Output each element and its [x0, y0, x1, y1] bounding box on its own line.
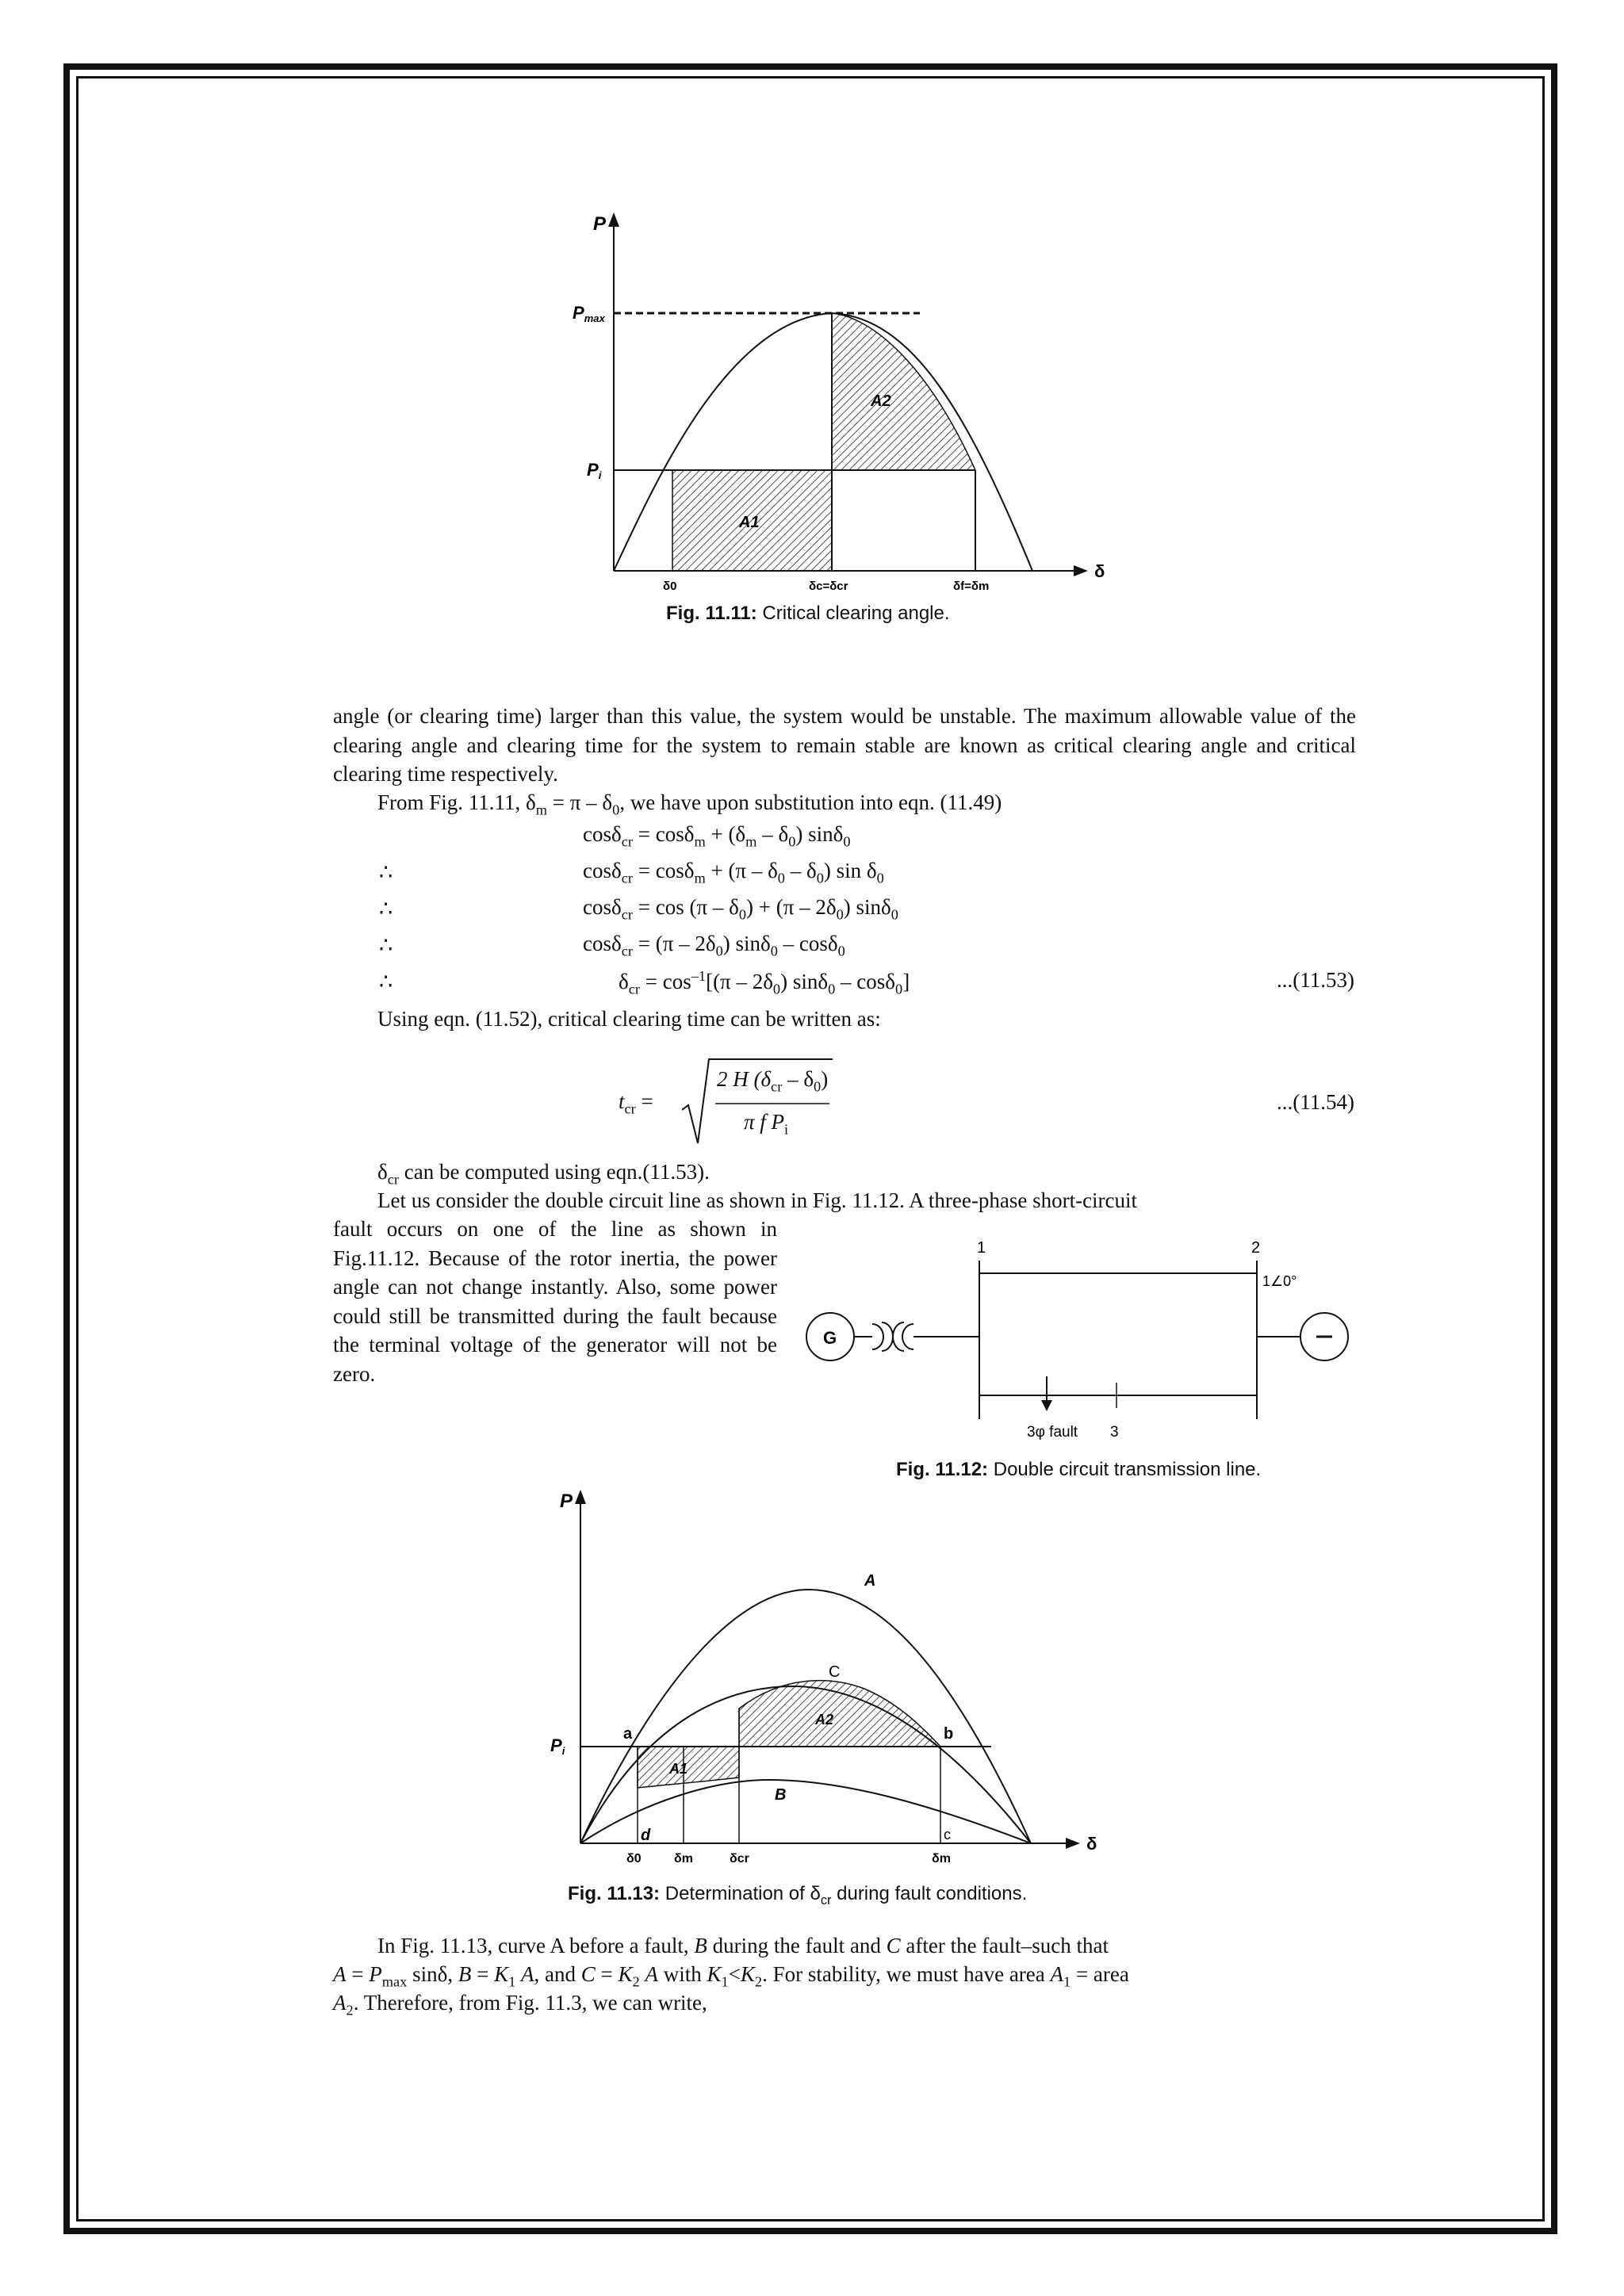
svg-text:d: d [641, 1827, 651, 1844]
paragraph-curve-description-line2: $A = P_{max}$ sinδ, $B = K_1$ A, and $C = K_2$ A with $K_1<K_2$. For stability, we must have area $A_1$ = area [333, 1962, 1129, 1990]
svg-text:A2: A2 [815, 1712, 834, 1728]
paragraph-using-eqn: Using eqn. (11.52), critical clearing time can be written as: [377, 1007, 881, 1031]
a2-label: A2 [871, 392, 891, 410]
paragraph-curve-description-line3: $A_2$. Therefore, from Fig. 11.3, we can write, [333, 1991, 707, 2019]
paragraph-double-circuit: Let us consider the double circuit line as shown in Fig. 11.12. A three-phase short-circuit [377, 1188, 1138, 1212]
svg-text:a: a [623, 1725, 633, 1743]
figure-11-11-caption: Fig. 11.11: Critical clearing angle. [666, 603, 950, 624]
area-a2 [739, 1681, 940, 1747]
equation-line-5: $\delta_{cr} = \cos^{-1}[(\pi - 2\delta_0)$ sinδ$_0$ – cosδ$_0$] [619, 968, 910, 997]
equation-line-1: $\cos\delta_{cr} = \cos\delta_m + (\delta_m - \delta_0)$ sinδ$_0$ [583, 822, 851, 850]
figure-11-11 [571, 206, 1126, 634]
equation-line-2: $\cos\delta_{cr} = \cos\delta_m + (\pi - \delta_0 - \delta_0)$ $\sin \delta_0$ [583, 859, 884, 886]
figure-11-12-caption: Fig. 11.12: Double circuit transmission line. [896, 1459, 1262, 1480]
svg-text:A1: A1 [669, 1761, 688, 1777]
svg-text:δm: δm [932, 1852, 951, 1866]
equation-number-11-53: ...(11.53) [1277, 968, 1354, 992]
svg-text:Pi: Pi [550, 1735, 565, 1757]
p-axis-label: P [593, 213, 607, 235]
svg-text:2: 2 [1251, 1239, 1261, 1257]
svg-text:1∠0°: 1∠0° [1262, 1273, 1297, 1289]
figure-11-12 [793, 1229, 1380, 1490]
svg-text:3: 3 [1110, 1424, 1119, 1441]
p-axis-arrow [608, 212, 619, 227]
svg-text:b: b [944, 1725, 954, 1743]
figure-11-13-caption: Fig. 11.13: Determination of $\delta_{cr}$ during fault conditions. [568, 1883, 1028, 1908]
svg-text:B: B [775, 1786, 787, 1804]
therefore-symbol-2: ∴ [379, 860, 393, 884]
svg-text:1: 1 [977, 1239, 986, 1257]
pi-label: Pi [587, 460, 602, 481]
pmax-label: Pmax [573, 303, 605, 324]
svg-text:c: c [944, 1827, 951, 1843]
tick-deltam: δf=δm [953, 580, 990, 593]
tcr-formula: $t_{cr}$ = 2 H $(\delta_{cr} - \delta_0)$ π f $P_i$ [619, 1054, 856, 1150]
area-a1 [638, 1747, 739, 1788]
therefore-symbol-5: ∴ [379, 970, 393, 993]
tick-delta0: δ0 [663, 580, 677, 593]
svg-text:3φ fault: 3φ fault [1027, 1424, 1078, 1441]
figure-11-13 [547, 1487, 1150, 1915]
equation-line-4: $\cos\delta_{cr} = (\pi - 2\delta_0)$ sinδ$_0$ – cosδ$_0$ [583, 932, 845, 959]
paragraph-critical-definition: angle (or clearing time) larger than this value, the system would be unstable. The maximum allowable value of the clearing angle and clearing time for the system to remain stable are known as critical clearing angle and critical clearing time respectively. [333, 704, 1356, 786]
paragraph-dcr-computed: $\delta_{cr}$ can be computed using eqn.(11.53). [377, 1160, 710, 1188]
paragraph-curve-description-line1: In Fig. 11.13, curve A before a fault, B during the fault and C after the fault–such that [377, 1934, 1109, 1957]
svg-text:C: C [829, 1663, 841, 1681]
svg-text:G: G [823, 1328, 837, 1348]
svg-text:δ0: δ0 [626, 1852, 642, 1866]
transformer-symbol [872, 1324, 883, 1349]
therefore-symbol-3: ∴ [379, 897, 393, 920]
a1-label: A1 [739, 514, 760, 531]
svg-text:δ: δ [1086, 1834, 1097, 1854]
svg-text:P: P [560, 1490, 573, 1512]
paragraph-substitution: From Fig. 11.11, $\delta_m = \pi - \delta_0$, we have upon substitution into eqn. (11.49) [377, 790, 1002, 818]
area-a2 [832, 313, 975, 470]
svg-text:δcr: δcr [730, 1852, 749, 1866]
delta-axis-arrow [1074, 565, 1088, 576]
tick-deltac: δc=δcr [809, 580, 848, 593]
therefore-symbol-4: ∴ [379, 933, 393, 957]
paragraph-fault-description: fault occurs on one of the line as shown in Fig.11.12. Because of the rotor inertia, the power angle can not change instantly. Also, some power could still be transmitted during the fault because the terminal voltage of the generator will not be zero. [333, 1217, 777, 1386]
delta-axis-label: δ [1094, 561, 1105, 581]
svg-text:δm: δm [674, 1852, 693, 1866]
equation-line-3: $\cos\delta_{cr} = \cos (\pi - \delta_0) + (\pi - 2\delta_0)$ sinδ$_0$ [583, 895, 898, 923]
equation-number-11-54: ...(11.54) [1277, 1090, 1354, 1114]
svg-text:A: A [864, 1572, 876, 1590]
